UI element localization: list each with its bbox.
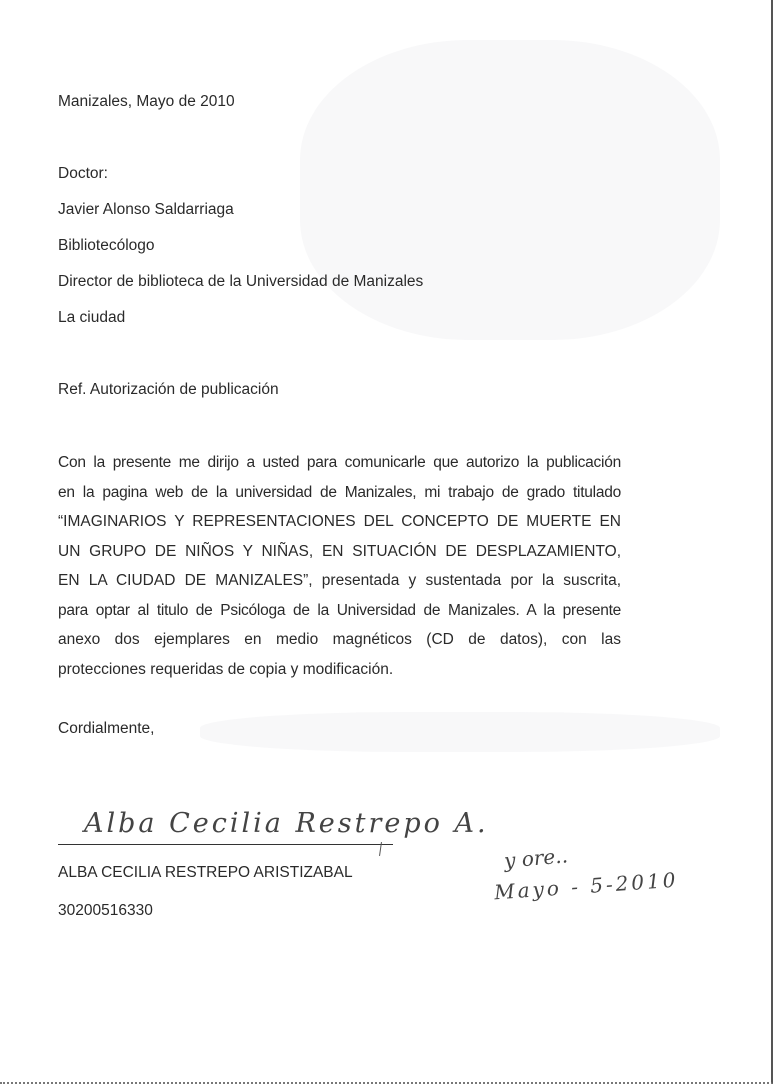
body-line: “IMAGINARIOS Y REPRESENTACIONES DEL CONCEPTO DE MUERTE EN [58,513,621,530]
body-line: para optar al titulo de Psicóloga de la Universidad de Manizales. A la presente [58,601,621,619]
closing: Cordialmente, [58,720,155,737]
handwritten-date: Mayo - 5-2010 [493,867,680,905]
scan-shadow [300,40,720,340]
signer-name: ALBA CECILIA RESTREPO ARISTIZABAL [58,864,353,881]
letter-body [58,448,621,684]
body-line: EN LA CIUDAD DE MANIZALES”, presentada y sustentada por la suscrita, [58,572,621,589]
body-line: en la pagina web de la universidad de Manizales, mi trabajo de grado titulado [58,483,621,501]
reference-line: Ref. Autorización de publicación [58,381,279,398]
handwritten-signature: Alba Cecilia Restrepo A. [84,808,489,839]
signature-line [58,844,393,845]
recipient-city: La ciudad [58,309,126,326]
body-line: anexo dos ejemplares en medio magnéticos (CD de datos), con las [58,631,621,648]
signer-id: 30200516330 [58,902,153,919]
recipient-position: Director de biblioteca de la Universidad de Manizales [58,273,424,290]
place-date: Manizales, Mayo de 2010 [58,93,235,110]
salutation-title: Doctor: [58,165,108,182]
body-line: Con la presente me dirijo a usted para comunicarle que autorizo la publicación [58,454,621,471]
handwritten-note: y ore.. [503,843,569,873]
recipient-profession: Bibliotecólogo [58,237,155,254]
body-line: UN GRUPO DE NIÑOS Y NIÑAS, EN SITUACIÓN DE DESPLAZAMIENTO, [58,542,621,560]
scan-shadow [200,712,720,752]
recipient-name: Javier Alonso Saldarriaga [58,201,234,218]
body-line: protecciones requeridas de copia y modificación. [58,660,394,678]
